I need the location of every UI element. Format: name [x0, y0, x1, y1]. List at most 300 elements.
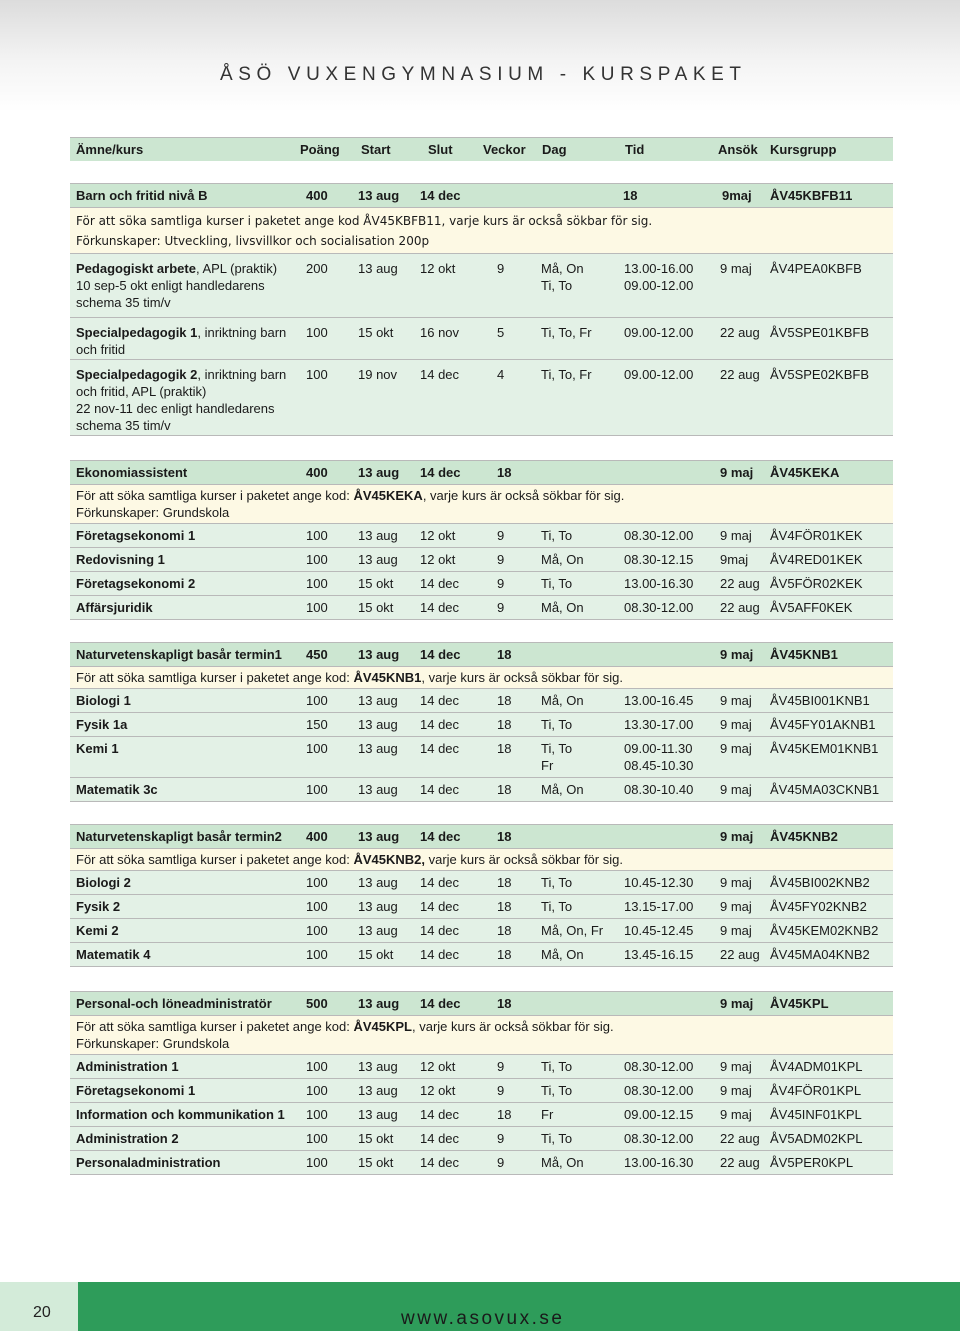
day-line: Ti, To, Fr — [541, 367, 592, 382]
time-line: 09.00-12.00 — [624, 278, 694, 293]
package-start: 13 aug — [358, 996, 400, 1011]
note-code: ÅV45KPL — [353, 1019, 412, 1034]
course-start: 13 aug — [358, 875, 398, 890]
time-line: 13.00-16.00 — [624, 261, 694, 276]
course-title: Specialpedagogik 1 — [76, 325, 198, 340]
time-line: 09.00-12.00 — [624, 367, 694, 382]
course-title: Fysik 1a — [76, 717, 128, 732]
course-weeks: 18 — [497, 717, 512, 732]
course-group: ÅV45BI002KNB2 — [770, 875, 870, 890]
course-apply: 9maj — [720, 552, 749, 567]
course-day — [541, 946, 584, 963]
package-note — [70, 848, 893, 870]
day-line: Ti, To, Fr — [541, 325, 592, 340]
course-apply: 22 aug — [720, 600, 760, 615]
package-name: Ekonomiassistent — [76, 465, 188, 480]
course-day — [541, 599, 584, 616]
time-line: 10.45-12.45 — [624, 923, 694, 938]
course-time — [624, 922, 693, 939]
package-note — [70, 484, 893, 523]
day-line: Må, On — [541, 600, 584, 615]
course-points: 100 — [306, 1083, 328, 1098]
package-header-row — [70, 824, 893, 848]
course-points: 100 — [306, 600, 328, 615]
course-apply: 22 aug — [720, 1155, 760, 1170]
package-points: 400 — [306, 465, 328, 480]
course-group: ÅV45FY02KNB2 — [770, 899, 867, 914]
course-title: Information och kommunikation 1 — [76, 1107, 285, 1122]
course-day — [541, 527, 572, 544]
course-end: 12 okt — [420, 1059, 456, 1074]
course-day — [541, 575, 572, 592]
course-start: 13 aug — [358, 923, 398, 938]
course-end: 14 dec — [420, 1131, 460, 1146]
course-name — [76, 366, 286, 434]
time-line: 09.00-12.00 — [624, 325, 694, 340]
course-title: Matematik 4 — [76, 947, 151, 962]
time-line: 08.30-12.00 — [624, 1083, 694, 1098]
time-line: 13.15-17.00 — [624, 899, 694, 914]
day-line: Ti, To — [541, 528, 573, 543]
course-title: Kemi 2 — [76, 923, 119, 938]
page-number-box — [0, 1282, 78, 1331]
course-apply: 9 maj — [720, 528, 752, 543]
package-end: 14 dec — [420, 829, 461, 844]
course-points: 200 — [306, 261, 328, 276]
package-start: 13 aug — [358, 465, 400, 480]
time-line: 13.00-16.30 — [624, 1155, 694, 1170]
course-end: 14 dec — [420, 600, 460, 615]
course-weeks: 9 — [497, 1155, 505, 1170]
course-points: 100 — [306, 741, 328, 756]
course-time — [624, 324, 693, 341]
page-number: 20 — [33, 1304, 51, 1321]
course-title: Företagsekonomi 2 — [76, 576, 196, 591]
course-day — [541, 692, 584, 709]
course-subtitle: , APL (praktik) — [195, 261, 278, 276]
course-group: ÅV45KEM02KNB2 — [770, 923, 879, 938]
course-end: 14 dec — [420, 717, 460, 732]
package-start: 13 aug — [358, 829, 400, 844]
note-line: För att söka samtliga kurser i paketet ange kod ÅV45KBFB11, varje kurs är också sökbar för sig. — [76, 214, 653, 228]
note-text: , varje kurs är också sökbar för sig. — [421, 670, 623, 685]
section-end-line — [70, 966, 893, 967]
course-day — [541, 366, 592, 383]
course-day — [541, 551, 584, 568]
course-row — [70, 1150, 893, 1174]
course-name — [76, 716, 127, 733]
course-time — [624, 716, 693, 733]
course-group: ÅV4FÖR01KPL — [770, 1083, 862, 1098]
course-row — [70, 894, 893, 918]
note-text: , varje kurs är också sökbar för sig. — [422, 488, 625, 503]
course-weeks: 18 — [497, 923, 512, 938]
course-time — [624, 898, 693, 915]
note-text: För att söka samtliga kurser i paketet ange kod: — [76, 488, 354, 503]
course-group: ÅV4PEA0KBFB — [770, 261, 862, 276]
course-name — [76, 922, 119, 939]
course-day — [541, 740, 572, 774]
course-apply: 9 maj — [720, 875, 752, 890]
course-time — [624, 575, 693, 592]
course-end: 12 okt — [420, 552, 456, 567]
course-start: 13 aug — [358, 717, 398, 732]
col-apply: Ansök — [718, 142, 758, 157]
course-name — [76, 946, 150, 963]
course-day — [541, 1154, 584, 1171]
course-row — [70, 736, 893, 777]
day-line: Ti, To — [541, 717, 573, 732]
course-start: 13 aug — [358, 693, 398, 708]
course-subtitle: , inriktning barn — [197, 325, 287, 340]
package-end: 14 dec — [420, 465, 461, 480]
course-detail: schema 35 tim/v — [76, 418, 171, 433]
course-apply: 9 maj — [720, 741, 752, 756]
course-title: Personaladministration — [76, 1155, 221, 1170]
note-line — [76, 487, 887, 504]
col-day: Dag — [542, 142, 567, 157]
col-end: Slut — [428, 142, 453, 157]
time-line: 09.00-12.15 — [624, 1107, 694, 1122]
note-text: , varje kurs är också sökbar för sig. — [412, 1019, 614, 1034]
course-points: 100 — [306, 923, 328, 938]
section-end-line — [70, 619, 893, 620]
course-detail: och fritid, APL (praktik) — [76, 384, 207, 399]
col-group: Kursgrupp — [770, 142, 837, 157]
course-row — [70, 918, 893, 942]
course-apply: 22 aug — [720, 367, 760, 382]
course-end: 14 dec — [420, 875, 460, 890]
package-group: ÅV45KEKA — [770, 465, 840, 480]
course-name — [76, 551, 165, 568]
course-time — [624, 366, 693, 383]
package-header-row — [70, 460, 893, 484]
course-name — [76, 1130, 179, 1147]
day-line: Må, On — [541, 782, 584, 797]
course-row — [70, 359, 893, 435]
course-detail: och fritid — [76, 342, 126, 357]
time-line: 09.00-11.30 — [624, 741, 693, 756]
section-end-line — [70, 1174, 893, 1175]
course-end: 12 okt — [420, 1083, 456, 1098]
course-points: 100 — [306, 1107, 328, 1122]
course-row — [70, 942, 893, 966]
course-detail: schema 35 tim/v — [76, 295, 171, 310]
course-points: 100 — [306, 552, 328, 567]
note-text: För att söka samtliga kurser i paketet ange kod: — [76, 852, 354, 867]
note-line — [76, 1018, 887, 1035]
package-points: 500 — [306, 996, 328, 1011]
package-weeks: 18 — [497, 996, 512, 1011]
course-apply: 22 aug — [720, 325, 760, 340]
time-line: 13.00-16.45 — [624, 693, 694, 708]
note-line: Förkunskaper: Utveckling, livsvillkor och socialisation 200p — [76, 234, 430, 248]
course-name — [76, 1058, 179, 1075]
course-weeks: 5 — [497, 325, 505, 340]
packages — [70, 161, 893, 1175]
course-name — [76, 575, 195, 592]
day-line: Ti, To — [541, 576, 573, 591]
course-name — [76, 599, 153, 616]
package-apply: 9maj — [722, 188, 752, 203]
course-group: ÅV5AFF0KEK — [770, 600, 853, 615]
course-start: 13 aug — [358, 528, 398, 543]
course-end: 14 dec — [420, 1107, 460, 1122]
course-weeks: 18 — [497, 899, 512, 914]
course-day — [541, 898, 572, 915]
course-points: 100 — [306, 782, 328, 797]
package-group: ÅV45KPL — [770, 996, 829, 1011]
day-line: Fr — [541, 758, 554, 773]
section-end-line — [70, 801, 893, 802]
course-apply: 9 maj — [720, 923, 752, 938]
course-weeks: 18 — [497, 693, 512, 708]
course-name — [76, 1082, 195, 1099]
course-row — [70, 317, 893, 359]
course-start: 19 nov — [358, 367, 398, 382]
note-text: För att söka samtliga kurser i paketet ange kod: — [76, 1019, 354, 1034]
course-start: 15 okt — [358, 1131, 394, 1146]
course-weeks: 9 — [497, 528, 505, 543]
course-day — [541, 1106, 553, 1123]
package-start: 13 aug — [358, 647, 400, 662]
course-name — [76, 692, 131, 709]
package-name: Personal-och löneadministratör — [76, 996, 272, 1011]
course-row — [70, 688, 893, 712]
time-line: 13.00-16.30 — [624, 576, 694, 591]
course-start: 15 okt — [358, 1155, 394, 1170]
course-title: Administration 2 — [76, 1131, 179, 1146]
course-row — [70, 1126, 893, 1150]
course-group: ÅV45MA04KNB2 — [770, 947, 870, 962]
course-start: 13 aug — [358, 741, 398, 756]
course-day — [541, 260, 584, 294]
course-weeks: 18 — [497, 1107, 512, 1122]
course-time — [624, 599, 693, 616]
col-course: Ämne/kurs — [76, 142, 144, 157]
course-time — [624, 1058, 693, 1075]
course-detail: 10 sep-5 okt enligt handledarens — [76, 278, 265, 293]
course-day — [541, 716, 572, 733]
course-subtitle: , inriktning barn — [197, 367, 287, 382]
course-end: 14 dec — [420, 741, 460, 756]
table-header — [70, 137, 893, 161]
section-gap — [70, 967, 893, 991]
course-name — [76, 1106, 285, 1123]
note-code: ÅV45KEKA — [353, 488, 423, 503]
course-day — [541, 1058, 572, 1075]
package-header-row — [70, 642, 893, 666]
course-apply: 9 maj — [720, 1083, 752, 1098]
footer-url: www.asovux.se — [401, 1308, 565, 1329]
course-time — [624, 1130, 693, 1147]
time-line: 10.45-12.30 — [624, 875, 694, 890]
course-start: 15 okt — [358, 947, 394, 962]
day-line: Må, On — [541, 1155, 584, 1170]
course-group: ÅV4ADM01KPL — [770, 1059, 863, 1074]
course-weeks: 9 — [497, 552, 505, 567]
course-title: Biologi 1 — [76, 693, 131, 708]
col-time: Tid — [625, 142, 645, 157]
course-points: 150 — [306, 717, 328, 732]
course-apply: 9 maj — [720, 717, 752, 732]
section-gap — [70, 802, 893, 824]
time-line: 08.30-12.15 — [624, 552, 694, 567]
section-gap — [70, 161, 893, 183]
package-weeks: 18 — [497, 829, 512, 844]
course-apply: 9 maj — [720, 1059, 752, 1074]
course-end: 14 dec — [420, 947, 460, 962]
course-points: 100 — [306, 528, 328, 543]
package-weeks: 18 — [497, 465, 512, 480]
course-time — [624, 874, 693, 891]
course-end: 14 dec — [420, 782, 460, 797]
time-line: 08.45-10.30 — [624, 758, 694, 773]
course-weeks: 18 — [497, 741, 512, 756]
course-row — [70, 595, 893, 619]
course-apply: 22 aug — [720, 1131, 760, 1146]
time-line: 08.30-10.40 — [624, 782, 694, 797]
course-title: Matematik 3c — [76, 782, 158, 797]
package-note — [70, 666, 893, 688]
course-end: 14 dec — [420, 899, 460, 914]
course-row — [70, 253, 893, 317]
course-start: 13 aug — [358, 1083, 398, 1098]
course-group: ÅV5FÖR02KEK — [770, 576, 863, 591]
day-line: Må, On — [541, 693, 584, 708]
course-time — [624, 692, 693, 709]
course-weeks: 18 — [497, 782, 512, 797]
course-points: 100 — [306, 875, 328, 890]
course-start: 13 aug — [358, 899, 398, 914]
course-weeks: 4 — [497, 367, 505, 382]
course-title: Biologi 2 — [76, 875, 131, 890]
course-weeks: 9 — [497, 600, 505, 615]
package-end: 14 dec — [420, 188, 461, 203]
package-apply: 9 maj — [720, 647, 754, 662]
course-name — [76, 898, 120, 915]
package-end: 14 dec — [420, 647, 461, 662]
course-weeks: 18 — [497, 947, 512, 962]
package-group: ÅV45KNB1 — [770, 647, 838, 662]
course-title: Administration 1 — [76, 1059, 179, 1074]
course-time — [624, 551, 693, 568]
course-apply: 9 maj — [720, 899, 752, 914]
course-group: ÅV45INF01KPL — [770, 1107, 862, 1122]
day-line: Må, On — [541, 947, 584, 962]
course-weeks: 9 — [497, 261, 505, 276]
course-name — [76, 527, 195, 544]
course-start: 13 aug — [358, 261, 398, 276]
course-points: 100 — [306, 367, 328, 382]
course-name — [76, 1154, 220, 1171]
time-line: 13.45-16.15 — [624, 947, 694, 962]
course-title: Specialpedagogik 2 — [76, 367, 198, 382]
package-apply: 9 maj — [720, 996, 754, 1011]
course-row — [70, 1054, 893, 1078]
page-title: ÅSÖ VUXENGYMNASIUM - KURSPAKET — [220, 64, 747, 85]
course-title: Fysik 2 — [76, 899, 121, 914]
course-points: 100 — [306, 1131, 328, 1146]
course-time — [624, 740, 693, 774]
course-name — [76, 740, 119, 757]
day-line: Fr — [541, 1107, 554, 1122]
course-apply: 9 maj — [720, 261, 752, 276]
course-group: ÅV45BI001KNB1 — [770, 693, 870, 708]
package-note — [70, 207, 893, 253]
package-note — [70, 1015, 893, 1054]
course-time — [624, 1082, 693, 1099]
course-name — [76, 260, 277, 311]
course-time — [624, 946, 693, 963]
course-apply: 22 aug — [720, 576, 760, 591]
package-points: 400 — [306, 188, 328, 203]
course-weeks: 9 — [497, 1059, 505, 1074]
col-points: Poäng — [300, 142, 340, 157]
course-points: 100 — [306, 576, 328, 591]
course-start: 15 okt — [358, 600, 394, 615]
course-points: 100 — [306, 899, 328, 914]
package-apply: 9 maj — [720, 465, 754, 480]
course-day — [541, 781, 584, 798]
course-start: 13 aug — [358, 782, 398, 797]
course-group: ÅV5SPE02KBFB — [770, 367, 869, 382]
course-start: 13 aug — [358, 552, 398, 567]
day-line: Ti, To — [541, 278, 573, 293]
package-points: 400 — [306, 829, 328, 844]
package-points: 450 — [306, 647, 328, 662]
package-name: Barn och fritid nivå B — [76, 188, 208, 203]
course-end: 12 okt — [420, 261, 456, 276]
time-line: 13.30-17.00 — [624, 717, 694, 732]
course-name — [76, 781, 158, 798]
course-detail: 22 nov-11 dec enligt handledarens — [76, 401, 275, 416]
course-weeks: 9 — [497, 1131, 505, 1146]
course-group: ÅV45KEM01KNB1 — [770, 741, 879, 756]
course-points: 100 — [306, 1059, 328, 1074]
course-end: 14 dec — [420, 367, 460, 382]
course-title: Företagsekonomi 1 — [76, 1083, 196, 1098]
course-title: Kemi 1 — [76, 741, 119, 756]
note-code: ÅV45KNB2, — [353, 852, 425, 867]
course-name — [76, 874, 131, 891]
course-start: 15 okt — [358, 325, 394, 340]
note-text: För att söka samtliga kurser i paketet ange kod: — [76, 670, 354, 685]
day-line: Ti, To — [541, 1131, 573, 1146]
course-title: Affärsjuridik — [76, 600, 153, 615]
course-points: 100 — [306, 1155, 328, 1170]
course-time — [624, 1106, 693, 1123]
course-end: 14 dec — [420, 693, 460, 708]
course-row — [70, 571, 893, 595]
course-points: 100 — [306, 693, 328, 708]
course-title: Företagsekonomi 1 — [76, 528, 196, 543]
package-header-row — [70, 183, 893, 207]
course-group: ÅV4RED01KEK — [770, 552, 863, 567]
course-title: Pedagogiskt arbete — [76, 261, 196, 276]
section-gap — [70, 620, 893, 642]
course-start: 13 aug — [358, 1059, 398, 1074]
header-band — [0, 0, 960, 112]
course-apply: 9 maj — [720, 693, 752, 708]
course-end: 16 nov — [420, 325, 460, 340]
course-time — [624, 527, 693, 544]
day-line: Ti, To — [541, 1083, 573, 1098]
course-weeks: 9 — [497, 576, 505, 591]
day-line: Ti, To — [541, 1059, 573, 1074]
course-row — [70, 712, 893, 736]
day-line: Må, On — [541, 261, 584, 276]
